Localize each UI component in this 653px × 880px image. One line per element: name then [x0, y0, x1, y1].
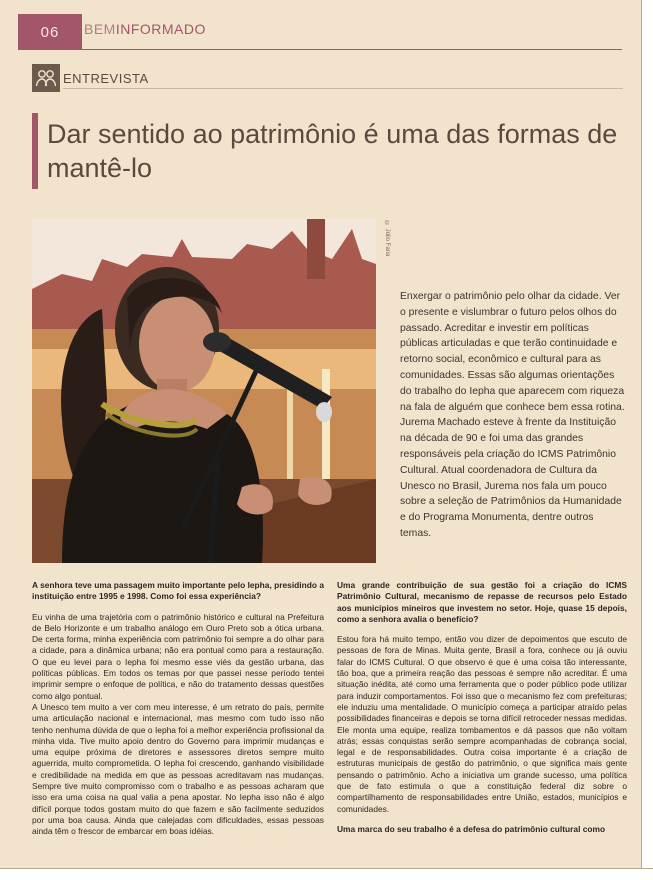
- section-suffix: INFORMADO: [115, 21, 206, 37]
- people-icon: [32, 64, 60, 92]
- section-title: [84, 21, 206, 37]
- article-intro: Enxergar o patrimônio pelo olhar da cidade. Ver o presente e vislumbrar o futuro pelos olhos do passado. Acreditar e investir em políticas públicas articuladas e que terão continuidade e retorno social, econômico e cultural para as comunidades. Essas são algumas orientações do trabalho do Iepha que aparecem com riqueza na fala de alguém que conhece bem essa rotina. Jurema Machado esteve à frente da Instituição na década de 90 e foi uma das grandes responsáveis pela criação do ICMS Patrimônio Cultural. Atual coordenadora de Cultura da Unesco no Brasil, Jurema nos fala um pouco sobre a seleção de Patrimônios da Humanidade e do Programa Monumenta, dentre outros temas.: [400, 291, 625, 539]
- section-prefix: BEM: [84, 21, 116, 37]
- page-number: 06: [18, 14, 82, 50]
- title-accent-bar: [32, 113, 38, 189]
- answer-1-paragraph-1: Eu vinha de uma trajetória com o patrimônio histórico e cultural na Prefeitura de Belo Horizonte e um trabalho análogo em Ouro Preto sob a ótica urbana. De certa forma, minha experiência com patrimônio foi sempre a do olhar para a cidade, para a dinâmica urbana; não era pontual como para a restauração. O que eu levei para o Iepha foi mesmo esse viés da gestão urbana, das políticas públicas. Em todos os temas por que passei nesse período tentei imprimir sempre o enfoque de política, e não do tratamento dessas questões como algo pontual.: [32, 611, 324, 701]
- category-label: ENTREVISTA: [63, 71, 149, 86]
- column-left: [32, 580, 324, 838]
- question-1: A senhora teve uma passagem muito importante pelo Iepha, presidindo a instituição entre 1995 e 1998. Como foi essa experiência?: [32, 580, 324, 602]
- bottom-margin: [0, 868, 653, 880]
- article-title: Dar sentido ao patrimônio é uma das formas de mantê-lo: [47, 119, 618, 183]
- answer-2: Estou fora há muito tempo, então vou dizer de depoimentos que escuto de pessoas de fora de Minas. Muita gente, Brasil a fora, conhece ou já ouviu falar do ICMS Cultural. O que observo é que é uma coisa tão interessante, tão boa, que a primeira reação das pessoas é sempre não acreditar. É uma situação inédita, até como uma ferramenta que o poder público pode utilizar para induzir comportamentos. Foi isso que o mecanismo fez com prefeituras; ele induziu uma mentalidade. O município começa a participar atraído pelas possibilidades financeiras e depois se torna difícil retroceder nessas medidas. Ele monta uma equipe, realiza tombamentos e dá passos que não voltam atrás; essas conquistas serão sempre acompanhadas de cobrança social, legal e de responsabilidades. Outra coisa importante é a criação de estruturas municipais de gestão do patrimônio, o que significa mais gente pensando o patrimônio. Acho a iniciativa um grande sucesso, uma política que de fato estimula o que a constituição federal diz sobre o compartilhamento de responsabilidades entre União, estados, municípios e comunidades.: [337, 634, 627, 814]
- answer-1-paragraph-2: A Unesco tem muito a ver com meu interesse, é um retrato do país, permite uma articulação nacional e internacional, mas mesmo com tudo isso não tenho nenhuma dúvida de que o Iepha foi a melhor experiência profissional da minha vida. Tive muito apoio dentro do Governo para imprimir mudanças e uma equipe próxima de diretores e assessores diretos sempre muito aguerrida, muito comprometida. O Iepha foi crescendo, ganhando visibilidade e credibilidade na medida em que as pessoas acreditavam nas mudanças. Sempre tive muito compromisso com o trabalho e as pessoas acharam que isso era uma coisa na qual valia a pena apostar. No Iepha isso não é algo difícil porque todos gostam muito do que fazem e são facilmente seduzidos por uma boa causa. Ainda que calejadas com dificuldades, essas pessoas ainda têm o frescor de embarcar em boas idéias.: [32, 701, 324, 837]
- question-2: Uma grande contribuição de sua gestão foi a criação do ICMS Patrimônio Cultural, mecanismo de repasse de recursos pelo Estado aos municípios mineiros que investem no setor. Hoje, quase 15 depois, como a senhora avalia o benefício?: [337, 580, 627, 624]
- photo-credit: © Júlio Faria: [384, 221, 390, 257]
- right-margin: [641, 0, 653, 880]
- header-rule: [82, 49, 622, 50]
- interview-photo: [32, 219, 376, 563]
- question-3: Uma marca do seu trabalho é a defesa do patrimônio cultural como: [337, 823, 606, 834]
- category-rule: [63, 88, 623, 89]
- column-right: [337, 580, 627, 844]
